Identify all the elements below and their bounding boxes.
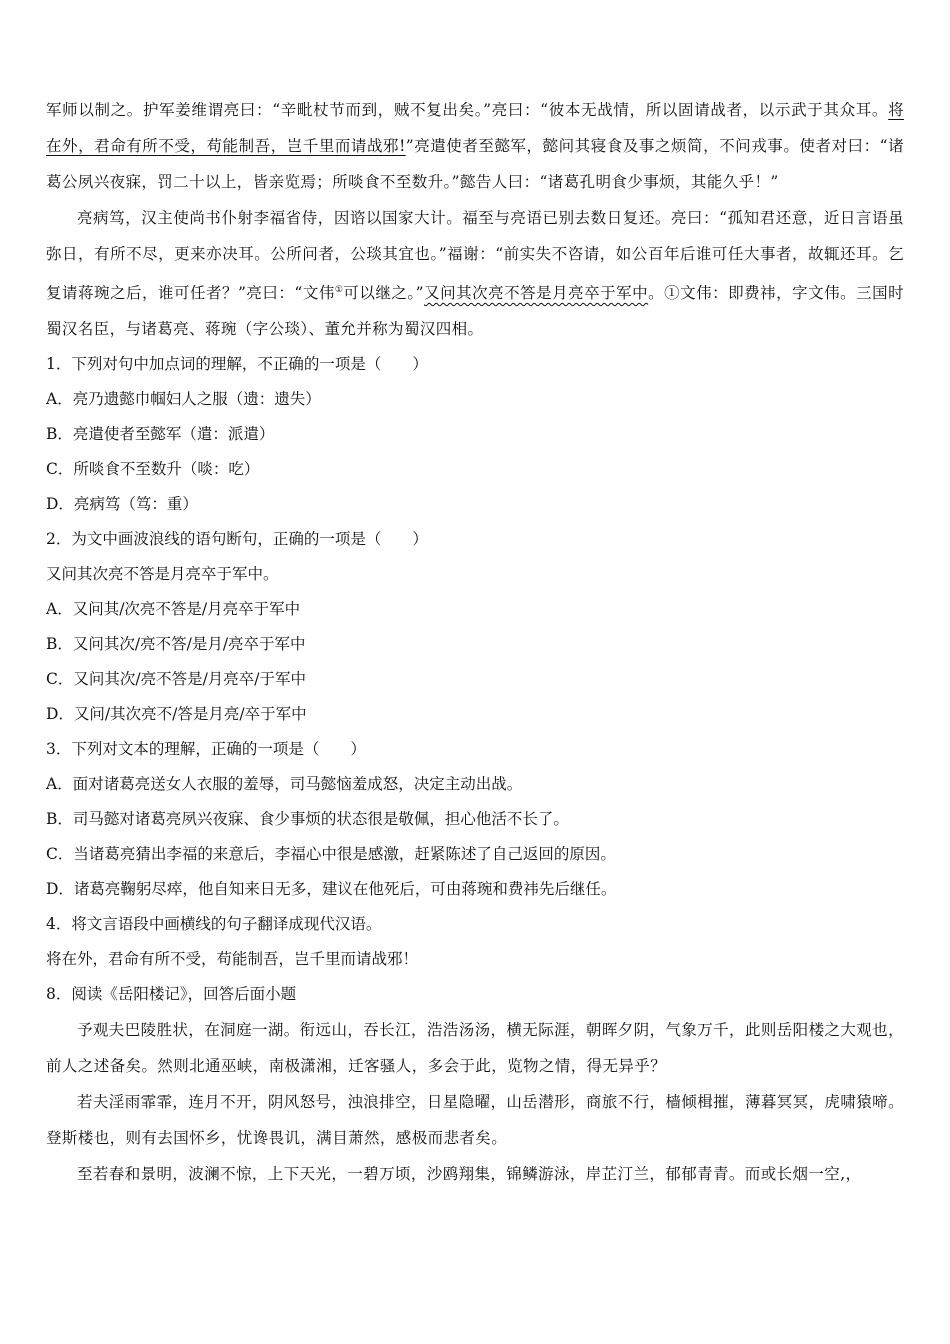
question-2: 2．为文中画波浪线的语句断句，正确的一项是（ ）	[46, 530, 428, 549]
passage-text: 亮病笃，汉主使尚书仆射李福省侍，因谘以国家大计。福至与亮语已别去数日复还。亮曰：“孤知君还意，近日言语虽弥日，有所不尽，更来亦决耳。公所问者，公琰其宜也。”福谢：“前实失不咨请，如公百年后谁可任大事者，故辄还耳。乞复请蒋琬之后，谁可任者？”亮曰：“文伟	[46, 209, 904, 303]
footnote-text: 。①文伟：即费祎，字文伟。三国时蜀汉名臣，与诸葛亮、蒋琬（字公琰）、董允并称为蜀汉四相。	[46, 284, 905, 339]
q3-option-a: A．面对诸葛亮送女人衣服的羞辱，司马懿恼羞成怒，决定主动出战。	[46, 775, 523, 794]
question-1: 1．下列对句中加点词的理解，不正确的一项是（ ）	[46, 355, 428, 374]
q2-sentence: 又问其次亮不答是月亮卒于军中。	[46, 565, 279, 584]
q4-sentence: 将在外，君命有所不受，苟能制吾，岂千里而请战邪！	[46, 950, 419, 969]
wavy-underlined-sentence: 又问其次亮不答是月亮卒于军中	[424, 284, 649, 303]
q2-option-a: A．又问其/次亮不答是/月亮卒于军中	[46, 600, 301, 619]
q3-option-d: D．诸葛亮鞠躬尽瘁，他自知来日无多，建议在他死后，可由蒋琬和费祎先后继任。	[46, 880, 617, 899]
question-3: 3．下列对文本的理解，正确的一项是（ ）	[46, 740, 366, 759]
passage-paragraph-1	[46, 92, 904, 200]
q2-option-d: D．又问/其次亮不/答是月亮/卒于军中	[46, 705, 307, 724]
q2-option-c: C．又问其次/亮不答是/月亮卒/于军中	[46, 670, 307, 689]
yueyanglou-paragraph-1: 予观夫巴陵胜状，在洞庭一湖。衔远山，吞长江，浩浩汤汤，横无际涯，朝晖夕阴，气象万千，此则岳阳楼之大观也，前人之述备矣。然则北通巫峡，南极潇湘，迁客骚人，多会于此，览物之情，得无异乎？	[46, 1021, 904, 1076]
section-8-heading: 8．阅读《岳阳楼记》，回答后面小题	[46, 985, 297, 1004]
passage-text: ”亮遣使者至懿军，懿问其寝食及事之烦简，不问戎事。使者对曰：“诸葛公夙兴夜寐，罚二十以上，皆亲览焉；所啖食不至数升。”懿告人曰：“诸葛孔明食少事烦，其能久乎！”	[46, 137, 904, 191]
underlined-sentence: 将在外，君命有所不受，苟能制吾，岂千里而请战邪!	[46, 101, 904, 155]
footnote-marker: ①	[334, 285, 344, 295]
question-4: 4．将文言语段中画横线的句子翻译成现代汉语。	[46, 915, 382, 934]
q1-option-c: C．所啖食不至数升（啖：吃）	[46, 460, 260, 479]
q1-option-a: A．亮乃遗懿巾帼妇人之服（遗：遗失）	[46, 390, 321, 409]
q3-option-b: B．司马懿对诸葛亮夙兴夜寐、食少事烦的状态很是敬佩，担心他活不长了。	[46, 810, 569, 829]
passage-text: 可以继之。”	[343, 284, 424, 303]
yueyanglou-paragraph-3: 至若春和景明，波澜不惊，上下天光，一碧万顷，沙鸥翔集，锦鳞游泳，岸芷汀兰，郁郁青青。而或长烟一空,，	[77, 1165, 862, 1184]
document-page	[46, 92, 904, 1192]
q3-option-c: C．当诸葛亮猜出李福的来意后，李福心中很是感激，赶紧陈述了自己返回的原因。	[46, 845, 616, 864]
q1-option-d: D．亮病笃（笃：重）	[46, 495, 198, 514]
passage-paragraph-2	[46, 200, 904, 347]
q1-option-b: B．亮遣使者至懿军（遣：派遣）	[46, 425, 275, 444]
yueyanglou-paragraph-2: 若夫淫雨霏霏，连月不开，阴风怒号，浊浪排空，日星隐曜，山岳潜形，商旅不行，樯倾楫摧，薄暮冥冥，虎啸猿啼。登斯楼也，则有去国怀乡，忧谗畏讥，满目萧然，感极而悲者矣。	[46, 1093, 904, 1148]
passage-text: 军师以制之。护军姜维谓亮曰：“辛毗杖节而到，贼不复出矣。”亮曰：“彼本无战情，所以固请战者，以示武于其众耳。	[46, 101, 889, 119]
q2-option-b: B．又问其次/亮不答/是月/亮卒于军中	[46, 635, 306, 654]
